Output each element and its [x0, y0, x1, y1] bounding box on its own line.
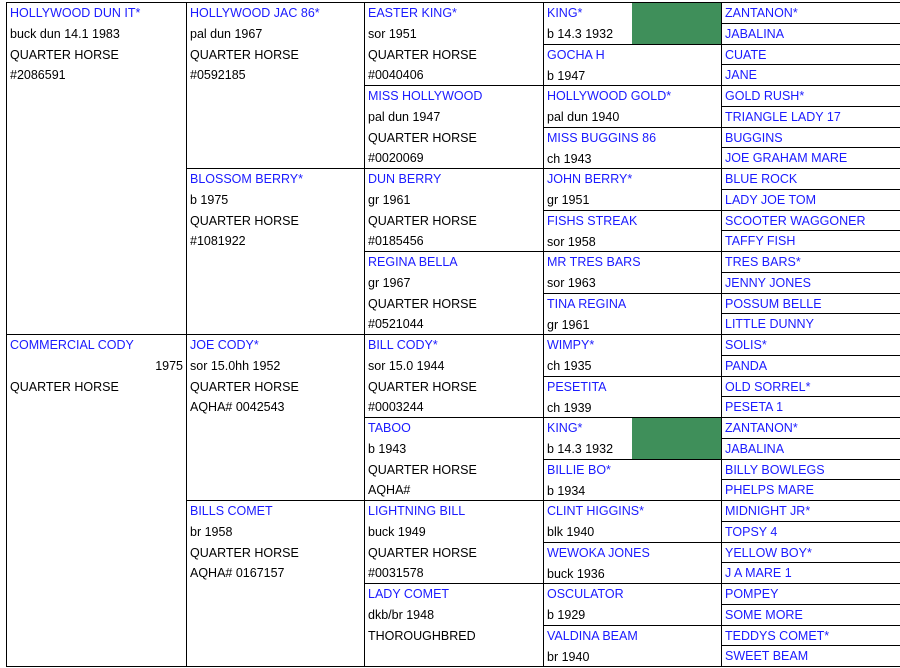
horse-name-link[interactable]: FISHS STREAK — [547, 214, 638, 228]
horse-name-link[interactable]: POSSUM BELLE — [725, 297, 822, 311]
horse-detail-text: gr 1951 — [547, 192, 590, 207]
gen5-cell — [721, 355, 900, 377]
horse-detail-text: gr 1961 — [368, 192, 411, 207]
horse-detail-text: QUARTER HORSE — [368, 213, 477, 228]
gen5-cell — [721, 459, 900, 480]
horse-detail-text: sor 1963 — [547, 275, 596, 290]
horse-name-link[interactable]: MR TRES BARS — [547, 255, 641, 269]
gen5-cell — [721, 189, 900, 211]
horse-name-link[interactable]: HOLLYWOOD JAC 86* — [190, 6, 320, 20]
gen3-cell — [364, 500, 544, 584]
horse-name-link[interactable]: PESETA 1 — [725, 400, 784, 414]
gen5-cell — [721, 417, 900, 439]
horse-detail-text: #0031578 — [368, 566, 424, 581]
horse-name-link[interactable]: HOLLYWOOD GOLD* — [547, 89, 672, 103]
gen4-cell — [543, 500, 722, 543]
horse-detail-text: AQHA# — [368, 483, 411, 498]
gen2-cell — [186, 168, 365, 335]
horse-detail-text: AQHA# 0167157 — [190, 566, 285, 581]
horse-detail-text: #1081922 — [190, 234, 246, 249]
horse-detail-text: QUARTER HORSE — [368, 296, 477, 311]
horse-name-link[interactable]: YELLOW BOY* — [725, 546, 812, 560]
horse-name-link[interactable]: WIMPY* — [547, 338, 595, 352]
gen2-cell — [186, 334, 365, 501]
horse-detail-text: gr 1967 — [368, 275, 411, 290]
horse-detail-text: AQHA# 0042543 — [190, 400, 285, 415]
horse-detail-text: sor 15.0hh 1952 — [190, 358, 281, 373]
gen5-cell — [721, 2, 900, 24]
horse-name-link[interactable]: OSCULATOR — [547, 587, 624, 601]
gen3-cell — [364, 334, 544, 418]
horse-detail-text: QUARTER HORSE — [368, 379, 477, 394]
gen5-cell — [721, 438, 900, 460]
gen5-cell — [721, 127, 900, 148]
gen3-cell — [364, 251, 544, 335]
gen5-cell — [721, 85, 900, 107]
gen5-cell — [721, 521, 900, 543]
horse-name-link[interactable]: SCOOTER WAGGONER — [725, 214, 866, 228]
horse-detail-text: b 1947 — [547, 68, 586, 83]
horse-name-link[interactable]: VALDINA BEAM — [547, 629, 638, 643]
gen4-cell — [543, 459, 722, 501]
horse-detail-text: sor 15.0 1944 — [368, 358, 445, 373]
horse-name-link[interactable]: LADY JOE TOM — [725, 193, 817, 207]
horse-name-link[interactable]: BUGGINS — [725, 131, 783, 145]
horse-name-link[interactable]: ZANTANON* — [725, 421, 798, 435]
horse-name-link[interactable]: PANDA — [725, 359, 768, 373]
gen5-cell — [721, 168, 900, 190]
horse-name-link[interactable]: TRIANGLE LADY 17 — [725, 110, 841, 124]
gen5-cell — [721, 44, 900, 65]
horse-name-link[interactable]: MIDNIGHT JR* — [725, 504, 811, 518]
horse-name-link[interactable]: BILL CODY* — [368, 338, 438, 352]
horse-name-link[interactable]: LITTLE DUNNY — [725, 317, 814, 331]
gen4-cell — [543, 2, 722, 45]
gen5-cell — [721, 334, 900, 356]
horse-name-link[interactable]: TINA REGINA — [547, 297, 627, 311]
horse-detail-text: QUARTER HORSE — [368, 47, 477, 62]
gen5-cell — [721, 562, 900, 584]
horse-name-link[interactable]: TOPSY 4 — [725, 525, 778, 539]
horse-name-link[interactable]: KING* — [547, 6, 583, 20]
horse-name-link[interactable]: JOE GRAHAM MARE — [725, 151, 848, 165]
gen2-cell — [186, 500, 365, 667]
gen5-cell — [721, 625, 900, 646]
horse-name-link[interactable]: ZANTANON* — [725, 6, 798, 20]
horse-detail-text: #0185456 — [368, 234, 424, 249]
highlight-marker — [632, 3, 721, 44]
gen1-cell — [6, 2, 187, 335]
horse-detail-text: ch 1935 — [547, 358, 592, 373]
horse-name-link[interactable]: JENNY JONES — [725, 276, 811, 290]
horse-detail-text: #2086591 — [10, 68, 66, 83]
horse-detail-text: QUARTER HORSE — [368, 545, 477, 560]
horse-name-link[interactable]: PHELPS MARE — [725, 483, 814, 497]
gen5-cell — [721, 251, 900, 273]
horse-name-link[interactable]: BILLIE BO* — [547, 463, 611, 477]
horse-detail-text: #0521044 — [368, 317, 424, 332]
horse-name-link[interactable]: BILLY BOWLEGS — [725, 463, 825, 477]
horse-detail-text: #0592185 — [190, 68, 246, 83]
horse-detail-text: b 1934 — [547, 483, 586, 498]
horse-name-link[interactable]: JOHN BERRY* — [547, 172, 633, 186]
horse-detail-text: buck 1949 — [368, 524, 426, 539]
horse-name-link[interactable]: HOLLYWOOD DUN IT* — [10, 6, 141, 20]
gen4-cell — [543, 251, 722, 294]
horse-name-link[interactable]: TABOO — [368, 421, 411, 435]
horse-name-link[interactable]: SOME MORE — [725, 608, 803, 622]
horse-name-link[interactable]: JANE — [725, 68, 757, 82]
horse-detail-text: gr 1961 — [547, 317, 590, 332]
gen5-cell — [721, 604, 900, 626]
gen3-cell — [364, 2, 544, 86]
gen5-cell — [721, 230, 900, 252]
horse-detail-text: b 1943 — [368, 441, 407, 456]
horse-detail-text: #0040406 — [368, 68, 424, 83]
horse-detail-text: buck 1936 — [547, 566, 605, 581]
horse-name-link[interactable]: BLOSSOM BERRY* — [190, 172, 304, 186]
horse-name-link[interactable]: GOLD RUSH* — [725, 89, 805, 103]
horse-detail-text: QUARTER HORSE — [10, 379, 119, 394]
gen4-cell — [543, 583, 722, 626]
gen4-cell — [543, 44, 722, 86]
gen4-cell — [543, 127, 722, 169]
gen4-cell — [543, 417, 722, 460]
horse-name-link[interactable]: CUATE — [725, 48, 767, 62]
gen5-cell — [721, 147, 900, 169]
horse-detail-text: sor 1958 — [547, 234, 596, 249]
horse-name-link[interactable]: DUN BERRY — [368, 172, 442, 186]
gen4-cell — [543, 625, 722, 667]
gen5-cell — [721, 106, 900, 128]
horse-detail-text: ch 1943 — [547, 151, 592, 166]
horse-name-link[interactable]: PESETITA — [547, 380, 607, 394]
horse-name-link[interactable]: JABALINA — [725, 27, 785, 41]
horse-name-link[interactable]: OLD SORREL* — [725, 380, 811, 394]
horse-name-link[interactable]: JABALINA — [725, 442, 785, 456]
gen5-cell — [721, 500, 900, 522]
horse-name-link[interactable]: POMPEY — [725, 587, 779, 601]
horse-detail-text: QUARTER HORSE — [190, 379, 299, 394]
gen5-cell — [721, 479, 900, 501]
horse-detail-text: b 14.3 1932 — [547, 26, 614, 41]
horse-name-link[interactable]: LIGHTNING BILL — [368, 504, 466, 518]
horse-detail-text: #0003244 — [368, 400, 424, 415]
horse-name-link[interactable]: CLINT HIGGINS* — [547, 504, 645, 518]
horse-name-link[interactable]: REGINA BELLA — [368, 255, 458, 269]
gen4-cell — [543, 168, 722, 211]
gen4-cell — [543, 376, 722, 418]
horse-name-link[interactable]: JOE CODY* — [190, 338, 259, 352]
horse-detail-text: QUARTER HORSE — [190, 213, 299, 228]
gen3-cell — [364, 168, 544, 252]
horse-name-link[interactable]: KING* — [547, 421, 583, 435]
horse-detail-text: buck dun 14.1 1983 — [10, 26, 120, 41]
gen1-cell — [6, 334, 187, 667]
horse-name-link[interactable]: MISS BUGGINS 86 — [547, 131, 657, 145]
horse-detail-text: pal dun 1947 — [368, 109, 441, 124]
horse-detail-text: b 14.3 1932 — [547, 441, 614, 456]
horse-name-link[interactable]: LADY COMET — [368, 587, 450, 601]
horse-detail-text: QUARTER HORSE — [368, 462, 477, 477]
horse-name-link[interactable]: SWEET BEAM — [725, 649, 809, 663]
gen5-cell — [721, 645, 900, 667]
horse-detail-text: b 1975 — [190, 192, 229, 207]
gen5-cell — [721, 64, 900, 86]
horse-name-link[interactable]: SOLIS* — [725, 338, 767, 352]
horse-name-link[interactable]: MISS HOLLYWOOD — [368, 89, 483, 103]
horse-detail-text: sor 1951 — [368, 26, 417, 41]
gen4-cell — [543, 334, 722, 377]
gen4-cell — [543, 210, 722, 252]
horse-detail-text: QUARTER HORSE — [190, 47, 299, 62]
horse-detail-text: pal dun 1967 — [190, 26, 263, 41]
gen5-cell — [721, 542, 900, 563]
horse-detail-text: b 1929 — [547, 607, 586, 622]
horse-detail-text: pal dun 1940 — [547, 109, 620, 124]
horse-detail-text: QUARTER HORSE — [190, 545, 299, 560]
horse-name-link[interactable]: EASTER KING* — [368, 6, 457, 20]
gen5-cell — [721, 293, 900, 314]
horse-detail-text: THOROUGHBRED — [368, 628, 476, 643]
gen5-cell — [721, 396, 900, 418]
horse-name-link[interactable]: COMMERCIAL CODY — [10, 338, 134, 352]
gen5-cell — [721, 210, 900, 231]
gen5-cell — [721, 23, 900, 45]
horse-detail-text: QUARTER HORSE — [10, 47, 119, 62]
gen5-cell — [721, 583, 900, 605]
horse-detail-text: br 1940 — [547, 649, 590, 664]
horse-name-link[interactable]: TRES BARS* — [725, 255, 801, 269]
gen3-cell — [364, 583, 544, 667]
horse-detail-text: QUARTER HORSE — [368, 130, 477, 145]
horse-name-link[interactable]: WEWOKA JONES — [547, 546, 650, 560]
gen4-cell — [543, 542, 722, 584]
gen5-cell — [721, 272, 900, 294]
horse-detail-text: dkb/br 1948 — [368, 607, 435, 622]
horse-name-link[interactable]: TEDDYS COMET* — [725, 629, 830, 643]
gen4-cell — [543, 85, 722, 128]
horse-name-link[interactable]: BILLS COMET — [190, 504, 273, 518]
horse-name-link[interactable]: J A MARE 1 — [725, 566, 792, 580]
gen3-cell — [364, 85, 544, 169]
horse-detail-text: br 1958 — [190, 524, 233, 539]
horse-name-link[interactable]: GOCHA H — [547, 48, 605, 62]
highlight-marker — [632, 418, 721, 459]
gen5-cell — [721, 376, 900, 397]
horse-detail-text: blk 1940 — [547, 524, 595, 539]
horse-detail-text: #0020069 — [368, 151, 424, 166]
gen3-cell — [364, 417, 544, 501]
horse-name-link[interactable]: TAFFY FISH — [725, 234, 796, 248]
horse-detail-text: 1975 — [155, 358, 183, 373]
horse-name-link[interactable]: BLUE ROCK — [725, 172, 798, 186]
gen2-cell — [186, 2, 365, 169]
gen4-cell — [543, 293, 722, 335]
horse-detail-text: ch 1939 — [547, 400, 592, 415]
gen5-cell — [721, 313, 900, 335]
